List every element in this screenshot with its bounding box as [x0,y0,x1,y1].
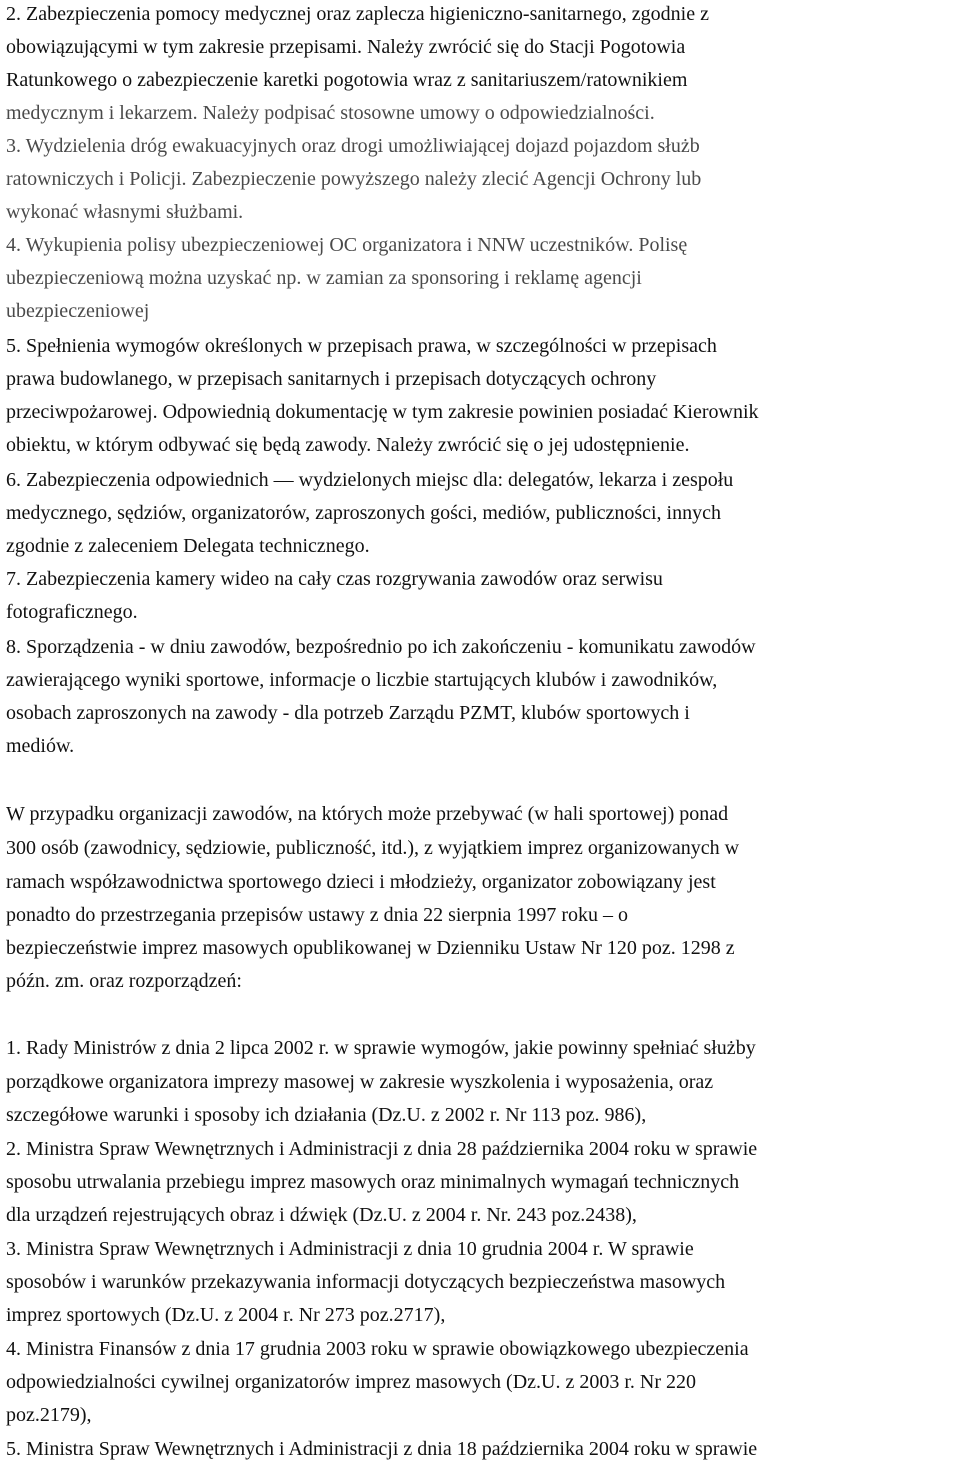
text-line: 2. Zabezpieczenia pomocy medycznej oraz zaplecza higieniczno-sanitarnego, zgodnie z [6,3,709,25]
text-line: 5. Ministra Spraw Wewnętrznych i Administracji z dnia 18 października 2004 roku w sprawie [6,1438,758,1460]
text-line: poz.2179), [6,1404,92,1426]
text-line: 3. Wydzielenia dróg ewakuacyjnych oraz drogi umożliwiającej dojazd pojazdom służb [6,135,700,157]
text-line: imprez sportowych (Dz.U. z 2004 r. Nr 273 poz.2717), [6,1304,446,1326]
text-line: Ratunkowego o zabezpieczenie karetki pogotowia wraz z sanitariuszem/ratownikiem [6,69,688,91]
text-line: szczegółowe warunki i sposoby ich działania (Dz.U. z 2002 r. Nr 113 poz. 986), [6,1104,647,1126]
text-line: ubezpieczeniowej [6,300,150,322]
text-line: 6. Zabezpieczenia odpowiednich — wydzielonych miejsc dla: delegatów, lekarza i zespołu [6,469,734,491]
text-line: 4. Ministra Finansów z dnia 17 grudnia 2003 roku w sprawie obowiązkowego ubezpieczenia [6,1338,749,1360]
text-line: W przypadku organizacji zawodów, na których może przebywać (w hali sportowej) ponad [6,803,729,825]
text-line: obowiązującymi w tym zakresie przepisami. Należy zwrócić się do Stacji Pogotowia [6,36,686,58]
text-line: 5. Spełnienia wymogów określonych w przepisach prawa, w szczególności w przepisach [6,335,717,357]
text-line: 300 osób (zawodnicy, sędziowie, publiczność, itd.), z wyjątkiem imprez organizowanych w [6,837,740,859]
text-line: 3. Ministra Spraw Wewnętrznych i Administracji z dnia 10 grudnia 2004 r. W sprawie [6,1238,694,1260]
text-line: 8. Sporządzenia - w dniu zawodów, bezpośrednio po ich zakończeniu - komunikatu zawodów [6,636,756,658]
text-line: przeciwpożarowej. Odpowiednią dokumentację w tym zakresie powinien posiadać Kierownik [6,401,759,423]
text-line: ramach współzawodnictwa sportowego dzieci i młodzieży, organizator zobowiązany jest [6,871,716,893]
text-line: sposobu utrwalania przebiegu imprez masowych oraz minimalnych wymagań technicznych [6,1171,740,1193]
text-line: wykonać własnymi służbami. [6,201,244,223]
text-line: 7. Zabezpieczenia kamery wideo na cały czas rozgrywania zawodów oraz serwisu [6,568,663,590]
text-line: prawa budowlanego, w przepisach sanitarnych i przepisach dotyczących ochrony [6,368,657,390]
text-line: 2. Ministra Spraw Wewnętrznych i Administracji z dnia 28 października 2004 roku w sprawie [6,1138,758,1160]
text-line: 1. Rady Ministrów z dnia 2 lipca 2002 r. w sprawie wymogów, jakie powinny spełniać służby [6,1037,756,1059]
text-line: ubezpieczeniową można uzyskać np. w zamian za sponsoring i reklamę agencji [6,267,642,289]
text-line: 4. Wykupienia polisy ubezpieczeniowej OC organizatora i NNW uczestników. Polisę [6,234,688,256]
text-line: ponadto do przestrzegania przepisów ustawy z dnia 22 sierpnia 1997 roku – o [6,904,629,926]
text-line: odpowiedzialności cywilnej organizatorów imprez masowych (Dz.U. z 2003 r. Nr 220 [6,1371,696,1393]
text-line: osobach zaproszonych na zawody - dla potrzeb Zarządu PZMT, klubów sportowych i [6,702,690,724]
text-line: fotograficznego. [6,601,138,623]
text-line: mediów. [6,735,75,757]
text-line: porządkowe organizatora imprezy masowej w zakresie wyszkolenia i wyposażenia, oraz [6,1071,714,1093]
text-line: sposobów i warunków przekazywania informacji dotyczących bezpieczeństwa masowych [6,1271,726,1293]
text-line: dla urządzeń rejestrujących obraz i dźwięk (Dz.U. z 2004 r. Nr. 243 poz.2438), [6,1204,637,1226]
text-line: medycznego, sędziów, organizatorów, zaproszonych gości, mediów, publiczności, innych [6,502,721,524]
text-line: obiektu, w którym odbywać się będą zawody. Należy zwrócić się o jej udostępnienie. [6,434,690,456]
text-line: zawierającego wyniki sportowe, informacje o liczbie startujących klubów i zawodników, [6,669,718,691]
text-line: zgodnie z zaleceniem Delegata technicznego. [6,535,370,557]
text-line: ratowniczych i Policji. Zabezpieczenie powyższego należy zlecić Agencji Ochrony lub [6,168,702,190]
text-line: późn. zm. oraz rozporządzeń: [6,970,242,992]
text-line: bezpieczeństwie imprez masowych opublikowanej w Dzienniku Ustaw Nr 120 poz. 1298 z [6,937,735,959]
text-line: medycznym i lekarzem. Należy podpisać stosowne umowy o odpowiedzialności. [6,102,655,124]
